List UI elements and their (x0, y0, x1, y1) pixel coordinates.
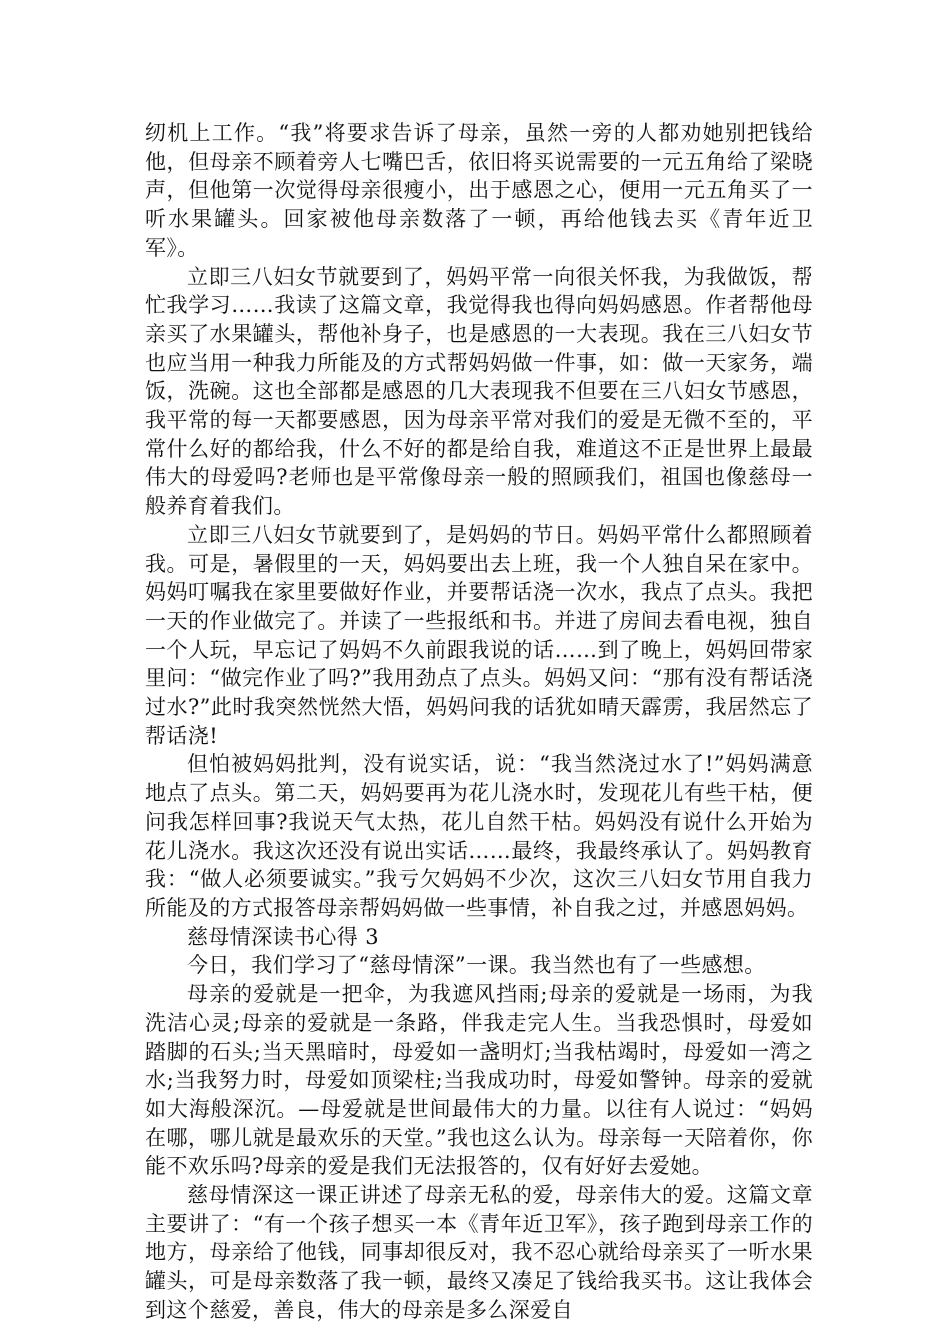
document-body (145, 119, 813, 1325)
paragraph-7: 慈母情深这一课正讲述了母亲无私的爱，母亲伟大的爱。这篇文章主要讲了：“有一个孩子想买一本《青年近卫军》，孩子跑到母亲工作的地方，母亲给了他钱，同事却很反对，我不忍心就给母亲买了一听水果罐头，可是母亲数落了我一顿，最终又凑足了钱给我买书。这让我体会到这个慈爱，善良，伟大的母亲是多么深爱自 (145, 1183, 813, 1322)
paragraph-4: 但怕被妈妈批判，没有说实话，说：“我当然浇过水了!”妈妈满意地点了点头。第二天，妈妈要再为花儿浇水时，发现花儿有些干枯，便问我怎样回事?我说天气太热，花儿自然干枯。妈妈没有说什么开始为花儿浇水。我这次还没有说出实话……最终，我最终承认了。妈妈教育我：“做人必须要诚实。”我亏欠妈妈不少次，这次三八妇女节用自我力所能及的方式报答母亲帮妈妈做一些事情，补自我之过，并感恩妈妈。 (145, 752, 813, 920)
section-heading: 慈母情深读书心得 3 (187, 924, 380, 949)
paragraph-1: 纫机上工作。“我”将要求告诉了母亲，虽然一旁的人都劝她别把钱给他，但母亲不顾着旁人七嘴巴舌，依旧将买说需要的一元五角给了梁晓声，但他第一次觉得母亲很瘦小，出于感恩之心，便用一元五角买了一听水果罐头。回家被他母亲数落了一顿，再给他钱去买《青年近卫军》。 (145, 121, 813, 260)
paragraph-5: 今日，我们学习了“慈母情深”一课。我当然也有了一些感想。 (187, 953, 766, 978)
paragraph-3: 立即三八妇女节就要到了，是妈妈的节日。妈妈平常什么都照顾着我。可是，暑假里的一天，妈妈要出去上班，我一个人独自呆在家中。妈妈叮嘱我在家里要做好作业，并要帮话浇一次水，我点了点头。我把一天的作业做完了。并读了一些报纸和书。并进了房间去看电视，独自一个人玩，早忘记了妈妈不久前跟我说的话……到了晚上，妈妈回带家里问：“做完作业了吗?”我用劲点了点头。妈妈又问：“那有没有帮话浇过水?”此时我突然恍然大悟，妈妈问我的话犹如晴天霹雳，我居然忘了帮话浇! (145, 522, 813, 748)
paragraph-2: 立即三八妇女节就要到了，妈妈平常一向很关怀我，为我做饭，帮忙我学习……我读了这篇文章，我觉得我也得向妈妈感恩。作者帮他母亲买了水果罐头，帮他补身子，也是感恩的一大表现。我在三八妇女节也应当用一种我力所能及的方式帮妈妈做一件事，如：做一天家务，端饭，洗碗。这也全部都是感恩的几大表现我不但要在三八妇女节感恩，我平常的每一天都要感恩，因为母亲平常对我们的爱是无微不至的，平常什么好的都给我，什么不好的都是给自我，难道这不正是世界上最最伟大的母爱吗?老师也是平常像母亲一般的照顾我们，祖国也像慈母一般养育着我们。 (145, 264, 813, 519)
paragraph-6: 母亲的爱就是一把伞，为我遮风挡雨;母亲的爱就是一场雨，为我洗洁心灵;母亲的爱就是一条路，伴我走完人生。当我恐惧时，母爱如踏脚的石头;当天黑暗时，母爱如一盏明灯;当我枯竭时，母爱如一湾之水;当我努力时，母爱如顶梁柱;当我成功时，母爱如警钟。母亲的爱就如大海般深沉。—母爱就是世间最伟大的力量。以往有人说过：“妈妈在哪，哪儿就是最欢乐的天堂。”我也这么认为。母亲每一天陪着你，你能不欢乐吗?母亲的爱是我们无法报答的，仅有好好去爱她。 (145, 982, 813, 1179)
